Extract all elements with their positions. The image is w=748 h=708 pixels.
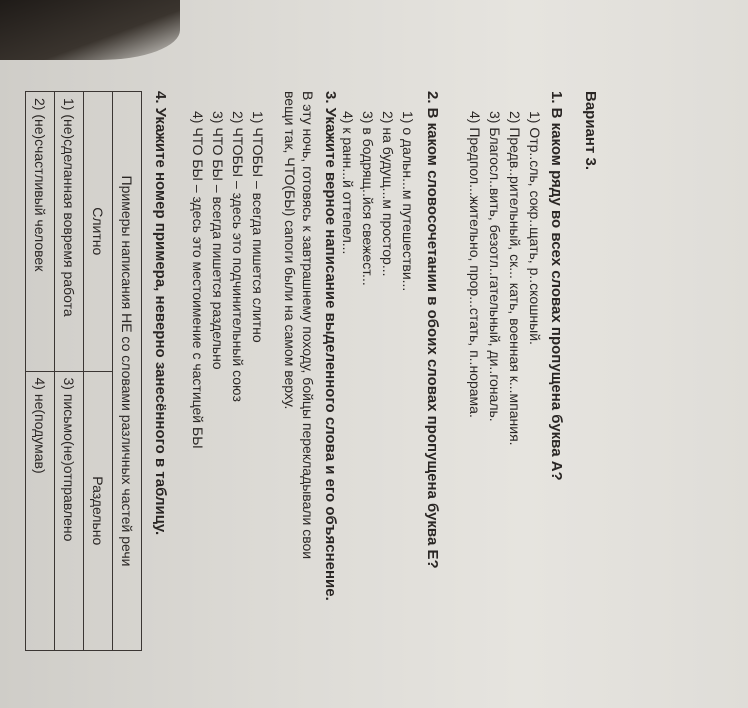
question-3-text-line: В эту ночь, готовясь к завтрашнему походу, бойцы перекладывали свои <box>300 91 316 560</box>
table-header: Примеры написания НЕ со словами различных частей речи <box>113 92 142 651</box>
question-4-title: 4. Укажите номер примера, неверно занесённого в таблицу. <box>152 91 169 536</box>
question-3-option: 3) ЧТО БЫ – всегда пишется раздельно <box>210 111 226 370</box>
question-3-title: 3. Укажите верное написание выделенного слова и его объяснение. <box>322 91 339 601</box>
table-header-row <box>113 92 142 651</box>
question-1-option: 2) Предв..рительный, ск... кать, военная к...мпания. <box>507 111 523 446</box>
question-1-option: 1) Отр..сль, сокр..щать, р..скошный. <box>527 111 543 345</box>
examples-table <box>25 91 142 651</box>
table-col-together: Слитно <box>84 92 113 372</box>
question-3-option: 4) ЧТО БЫ – здесь это местоимение с частицей БЫ <box>190 111 206 449</box>
question-2-option: 3) в бодрящ..йся свежест... <box>360 111 376 286</box>
question-3-option: 2) ЧТОБЫ – здесь это подчинительный союз <box>230 111 246 402</box>
worksheet <box>32 51 612 701</box>
table-cell: 1) (не)сделанная вовремя работа <box>55 92 84 372</box>
question-2-title: 2. В каком словосочетании в обоих словах пропущена буква Е? <box>424 91 441 569</box>
table-cell: 4) не(подумав) <box>26 371 55 651</box>
table-cell: 2) (не)счастливый человек <box>26 92 55 372</box>
table-subheader-row <box>84 92 113 651</box>
table-row <box>55 92 84 651</box>
question-2-option: 1) о дальн...м путешестви... <box>400 111 416 292</box>
question-1-title: 1. В каком ряду во всех словах пропущена буква А? <box>548 91 565 481</box>
question-3-option: 1) ЧТОБЫ – всегда пишется слитно <box>250 111 266 343</box>
question-3-text-line: вещи так, ЧТО(БЫ) сапоги были на самом верху. <box>282 91 298 410</box>
question-2-option: 2) на будущ...м простор... <box>380 111 396 277</box>
table-cell: 3) письмо(не)отправлено <box>55 371 84 651</box>
question-1-option: 4) Предпол...жительно, прор...стать, п..норама. <box>467 111 483 418</box>
variant-title: Вариант 3. <box>582 91 599 170</box>
question-1-option: 3) Благосл..вить, безотл..гательный, ди..гональ. <box>487 111 503 422</box>
table-col-separate: Раздельно <box>84 371 113 651</box>
question-2-option: 4) к ранн...й оттепел... <box>340 111 356 255</box>
table-row <box>26 92 55 651</box>
